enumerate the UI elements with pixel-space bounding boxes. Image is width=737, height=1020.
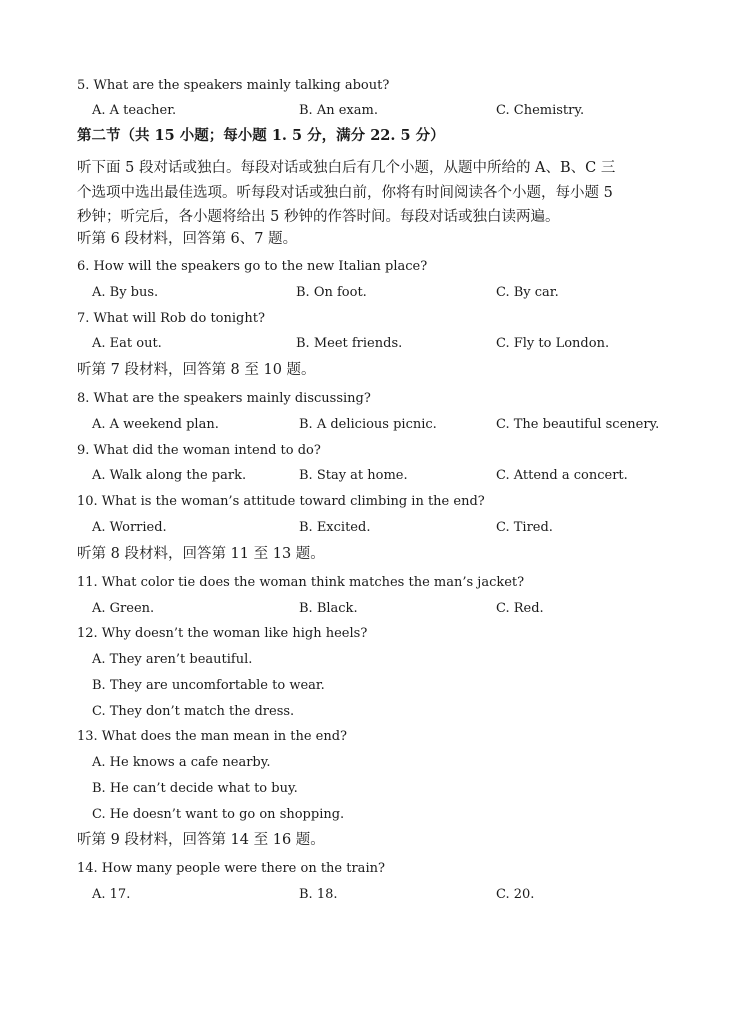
- question-stem: 13. What does the man mean in the end?: [77, 729, 348, 744]
- material-heading: 听第 9 段材料，回答第 14 至 16 题。: [77, 832, 325, 848]
- option-c: C. Fly to London.: [496, 336, 610, 351]
- material-heading: 听第 7 段材料，回答第 8 至 10 题。: [77, 362, 316, 378]
- option-a: A. 17.: [92, 887, 131, 902]
- option-c: C. The beautiful scenery.: [496, 417, 660, 432]
- option-a: A. By bus.: [92, 285, 159, 300]
- option-c: C. They don’t match the dress.: [92, 704, 295, 719]
- question-stem: 14. How many people were there on the train?: [77, 861, 385, 876]
- option-c: C. 20.: [496, 887, 535, 902]
- question-stem: 11. What color tie does the woman think matches the man’s jacket?: [77, 575, 525, 590]
- option-c: C. Red.: [496, 601, 544, 616]
- question-stem: 7. What will Rob do tonight?: [77, 311, 265, 326]
- option-a: A. He knows a cafe nearby.: [92, 755, 271, 770]
- option-a: A. A weekend plan.: [92, 417, 219, 432]
- option-c: C. Tired.: [496, 520, 553, 535]
- option-b: B. Meet friends.: [296, 336, 403, 351]
- option-b: B. He can’t decide what to buy.: [92, 781, 298, 796]
- section-title: 第二节（共 15 小题；每小题 1. 5 分，满分 22. 5 分）: [77, 127, 445, 144]
- option-a: A. Worried.: [92, 520, 167, 535]
- option-c: C. He doesn’t want to go on shopping.: [92, 807, 345, 822]
- material-heading: 听第 8 段材料，回答第 11 至 13 题。: [77, 546, 325, 562]
- instruction-line: 秒钟；听完后，各小题将给出 5 秒钟的作答时间。每段对话或独白读两遍。: [77, 209, 560, 225]
- option-b: B. 18.: [299, 887, 338, 902]
- option-b: B. Stay at home.: [299, 468, 408, 483]
- option-b: B. A delicious picnic.: [299, 417, 437, 432]
- option-b: B. Excited.: [299, 520, 371, 535]
- option-a: A. Green.: [92, 601, 155, 616]
- option-a: A. Walk along the park.: [92, 468, 247, 483]
- option-c: C. Chemistry.: [496, 103, 585, 118]
- question-stem: 8. What are the speakers mainly discussing?: [77, 391, 371, 406]
- instruction-line: 个选项中选出最佳选项。听每段对话或独白前，你将有时间阅读各个小题，每小题 5: [77, 185, 613, 201]
- option-c: C. By car.: [496, 285, 559, 300]
- material-heading: 听第 6 段材料，回答第 6、7 题。: [77, 231, 298, 247]
- question-stem: 12. Why doesn’t the woman like high heels?: [77, 626, 368, 641]
- option-b: B. They are uncomfortable to wear.: [92, 678, 325, 693]
- option-b: B. Black.: [299, 601, 358, 616]
- question-stem: 9. What did the woman intend to do?: [77, 443, 321, 458]
- question-stem: 5. What are the speakers mainly talking about?: [77, 78, 390, 93]
- question-stem: 10. What is the woman’s attitude toward climbing in the end?: [77, 494, 485, 509]
- option-a: A. Eat out.: [92, 336, 162, 351]
- option-a: A. A teacher.: [92, 103, 177, 118]
- option-b: B. An exam.: [299, 103, 378, 118]
- option-b: B. On foot.: [296, 285, 367, 300]
- option-c: C. Attend a concert.: [496, 468, 628, 483]
- option-a: A. They aren’t beautiful.: [92, 652, 253, 667]
- question-stem: 6. How will the speakers go to the new Italian place?: [77, 259, 428, 274]
- instruction-line: 听下面 5 段对话或独白。每段对话或独白后有几个小题，从题中所给的 A、B、C 三: [77, 160, 616, 176]
